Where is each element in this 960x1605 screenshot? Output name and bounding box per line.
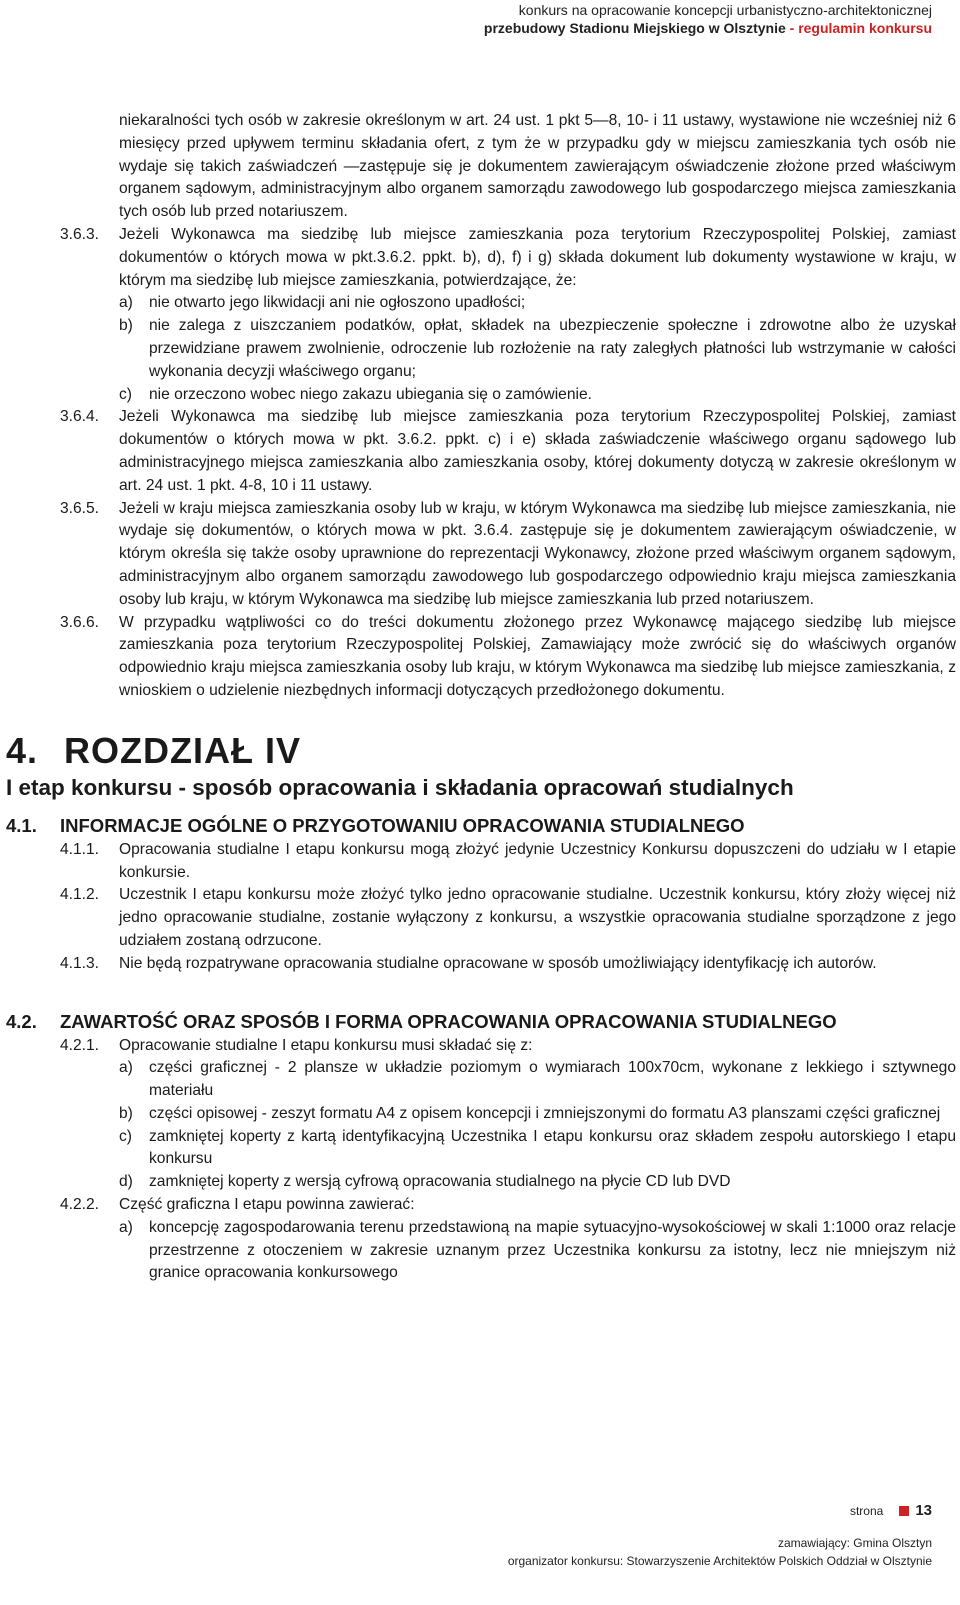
sub-item-text: części graficznej - 2 plansze w układzie poziomym o wymiarach 100x70cm, wykonane z lekkiego i sztywnego materiału — [149, 1059, 956, 1100]
list-item-4-2-1 — [6, 1035, 956, 1058]
sub-item-text: zamkniętej koperty z wersją cyfrową opracowania studialnego na płycie CD lub DVD — [149, 1173, 731, 1191]
sub-item-letter: c) — [119, 385, 132, 403]
footer-organizer: organizator konkursu: Stowarzyszenie Architektów Polskich Oddział w Olsztynie — [507, 1554, 932, 1568]
sub-item-letter: c) — [119, 1127, 132, 1145]
section-title: INFORMACJE OGÓLNE O PRZYGOTOWANIU OPRACOWANIA STUDIALNEGO — [60, 814, 745, 836]
sub-item-letter: a) — [119, 294, 133, 312]
header-project: przebudowy Stadionu Miejskiego w Olsztynie — [483, 20, 786, 36]
sub-item-text: części opisowej - zeszyt formatu A4 z opisem koncepcji i zmniejszonymi do formatu A3 planszami części graficznej — [149, 1104, 941, 1122]
chapter-number: 4. — [6, 729, 39, 771]
sub-item-text: nie zalega z uiszczaniem podatków, opłat, składek na ubezpieczenie społeczne i zdrowotne albo że uzyskał przewidziane prawem zwolnienie, odroczenie lub rozłożenie na raty zaległych płatności lub wstrzymanie w całości wykonania decyzji właściwego organu; — [149, 317, 956, 380]
item-number: 4.1.1. — [60, 840, 100, 858]
item-number: 4.1.2. — [60, 886, 100, 904]
item-number: 4.2.1. — [60, 1036, 100, 1054]
page-footer — [508, 1503, 932, 1569]
sub-item-letter: a) — [119, 1218, 133, 1236]
item-number: 3.6.5. — [60, 499, 100, 517]
sub-item-letter: a) — [119, 1059, 133, 1077]
sub-item-letter: d) — [119, 1173, 133, 1191]
continuation-paragraph: niekaralności tych osób w zakresie określonym w art. 24 ust. 1 pkt 5—8, 10- i 11 ustawy, wystawione nie wcześniej niż 6 miesięcy przed upływem terminu składania ofert, z tym że w przypadku gdy w miejscu zamieszkania tych osób nie wydaje się takich zaświadczeń —zastępuje się je dokumentem zawierającym oświadczenie złożone przed właściwym organem sądowym, administracyjnym albo organem samorządu zawodowego lub gospodarczego miejsca zamieszkania tych osób lub przed notariuszem. — [119, 112, 956, 221]
sub-item-letter: b) — [119, 1104, 133, 1122]
list-item-4-1-2 — [6, 884, 956, 952]
sub-item — [6, 315, 956, 383]
page-label: strona — [849, 1504, 884, 1518]
item-number: 3.6.4. — [60, 408, 100, 426]
sub-item — [6, 1103, 956, 1126]
item-text: W przypadku wątpliwości co do treści dokumentu złożonego przez Wykonawcę mającego siedzibę lub miejsce zamieszkania poza terytorium Rzeczypospolitej Polskiej, Zamawiający może zwrócić się do właściwych organów odpowiednio kraju miejsca zamieszkania osoby lub kraju, w którym Wykonawca ma siedzibę lub miejsce zamieszkania, z wnioskiem o udzielenie niezbędnych informacji dotyczących przedłożonego dokumentu. — [119, 613, 956, 699]
sub-item-text: koncepcję zagospodarowania terenu przedstawioną na mapie sytuacyjno-wysokościowej w skali 1:1000 oraz relacje przestrzenne z otoczeniem w zakresie uznanym przez Uczestnika konkursu za istotny, lecz nie mniejszym niż granice opracowania konkursowego — [149, 1218, 956, 1282]
sub-item-letter: b) — [119, 317, 133, 335]
section-title: ZAWARTOŚĆ ORAZ SPOSÓB I FORMA OPRACOWANIA OPRACOWANIA STUDIALNEGO — [60, 1010, 837, 1032]
item-number: 4.1.3. — [60, 954, 100, 972]
item-number: 3.6.3. — [60, 225, 100, 243]
list-item-4-2-2 — [6, 1194, 956, 1217]
section-number: 4.2. — [6, 1010, 37, 1032]
chapter-subtitle: I etap konkursu - sposób opracowania i składania opracowań studialnych — [6, 774, 794, 800]
sub-item — [6, 384, 956, 407]
list-item-3-6-5 — [6, 498, 956, 612]
item-number: 4.2.2. — [60, 1196, 100, 1214]
red-square-icon — [899, 1506, 909, 1516]
section-heading-4-2 — [6, 1009, 956, 1035]
sub-item — [6, 1171, 956, 1194]
document-body — [6, 110, 956, 1285]
sub-item — [6, 292, 956, 315]
list-item-4-1-3 — [6, 953, 956, 976]
sub-item — [6, 1126, 956, 1172]
page-indicator — [508, 1503, 932, 1519]
item-text: Opracowania studialne I etapu konkursu mogą złożyć jedynie Uczestnicy Konkursu dopuszczeni do udziału w I etapie konkursie. — [119, 840, 956, 881]
item-text: Opracowanie studialne I etapu konkursu musi składać się z: — [119, 1036, 533, 1054]
sub-item-text: nie orzeczono wobec niego zakazu ubiegania się o zamówienie. — [149, 385, 592, 403]
section-number: 4.1. — [6, 814, 37, 836]
sub-item — [6, 1217, 956, 1285]
page-header — [484, 2, 932, 37]
header-doc-type: - regulamin konkursu — [785, 20, 932, 36]
item-number: 3.6.6. — [60, 613, 100, 631]
list-item-3-6-6 — [6, 612, 956, 703]
section-heading-4-1 — [6, 813, 956, 839]
list-item-3-6-3 — [6, 224, 956, 292]
item-text: Nie będą rozpatrywane opracowania studialne opracowane w sposób umożliwiający identyfikację ich autorów. — [119, 954, 877, 972]
header-line-1: konkurs na opracowanie koncepcji urbanistyczno-architektonicznej — [518, 2, 932, 18]
item-text: Jeżeli w kraju miejsca zamieszkania osoby lub w kraju, w którym Wykonawca ma siedzibę lub miejsce zamieszkania, nie wydaje się dokumentów, o których mowa w pkt. 3.6.4. zastępuje się je dokumentem zawierającym oświadczenie, w którym określa się także osoby uprawnione do reprezentacji Wykonawcy, złożone przed właściwym organem sądowym, administracyjnym albo organem samorządu zawodowego lub gospodarczego odpowiednio kraju miejsca zamieszkania osoby lub kraju, w którym Wykonawca ma siedzibę lub miejsce zamieszkania lub przed notariuszem. — [119, 499, 956, 608]
item-text: Jeżeli Wykonawca ma siedzibę lub miejsce zamieszkania poza terytorium Rzeczypospolitej Polskiej, zamiast dokumentów o których mowa w pkt.3.6.2. ppkt. b), d), f) i g) składa dokument lub dokumenty wystawione w kraju, w którym ma siedzibę lub miejsce zamieszkania, potwierdzające, że: — [119, 225, 956, 289]
footer-client: zamawiający: Gmina Olsztyn — [777, 1536, 932, 1550]
item-text: Jeżeli Wykonawca ma siedzibę lub miejsce zamieszkania poza terytorium Rzeczypospolitej Polskiej, zamiast dokumentów o których mowa w pkt. 3.6.2. ppkt. c) i e) składa zaświadczenie właściwego organu sądowego lub administracyjnego miejsca zamieszkania albo zamieszkania osoby, której dokumenty dotyczą w zakresie określonym w art. 24 ust. 1 pkt. 4-8, 10 i 11 ustawy. — [119, 408, 956, 494]
chapter-heading — [6, 730, 956, 772]
sub-item-text: zamkniętej koperty z kartą identyfikacyjną Uczestnika I etapu konkursu oraz składem zespołu autorskiego I etapu konkursu — [149, 1127, 956, 1168]
list-item-3-6-4 — [6, 406, 956, 497]
header-line-2 — [484, 19, 932, 37]
list-item-4-1-1 — [6, 839, 956, 885]
chapter-title: ROZDZIAŁ IV — [64, 729, 301, 771]
item-text: Uczestnik I etapu konkursu może złożyć tylko jedno opracowanie studialne. Uczestnik konkursu, który złoży więcej niż jedno opracowanie studialne, zostanie wyłączony z konkursu, a wszystkie opracowania studialne sporządzone z jego udziałem zostaną odrzucone. — [119, 886, 956, 949]
section-spacer — [6, 976, 956, 998]
sub-item — [6, 1057, 956, 1103]
page-number: 13 — [915, 1502, 932, 1519]
item-text: Część graficzna I etapu powinna zawierać: — [119, 1196, 415, 1214]
sub-item-text: nie otwarto jego likwidacji ani nie ogłoszono upadłości; — [149, 294, 526, 312]
